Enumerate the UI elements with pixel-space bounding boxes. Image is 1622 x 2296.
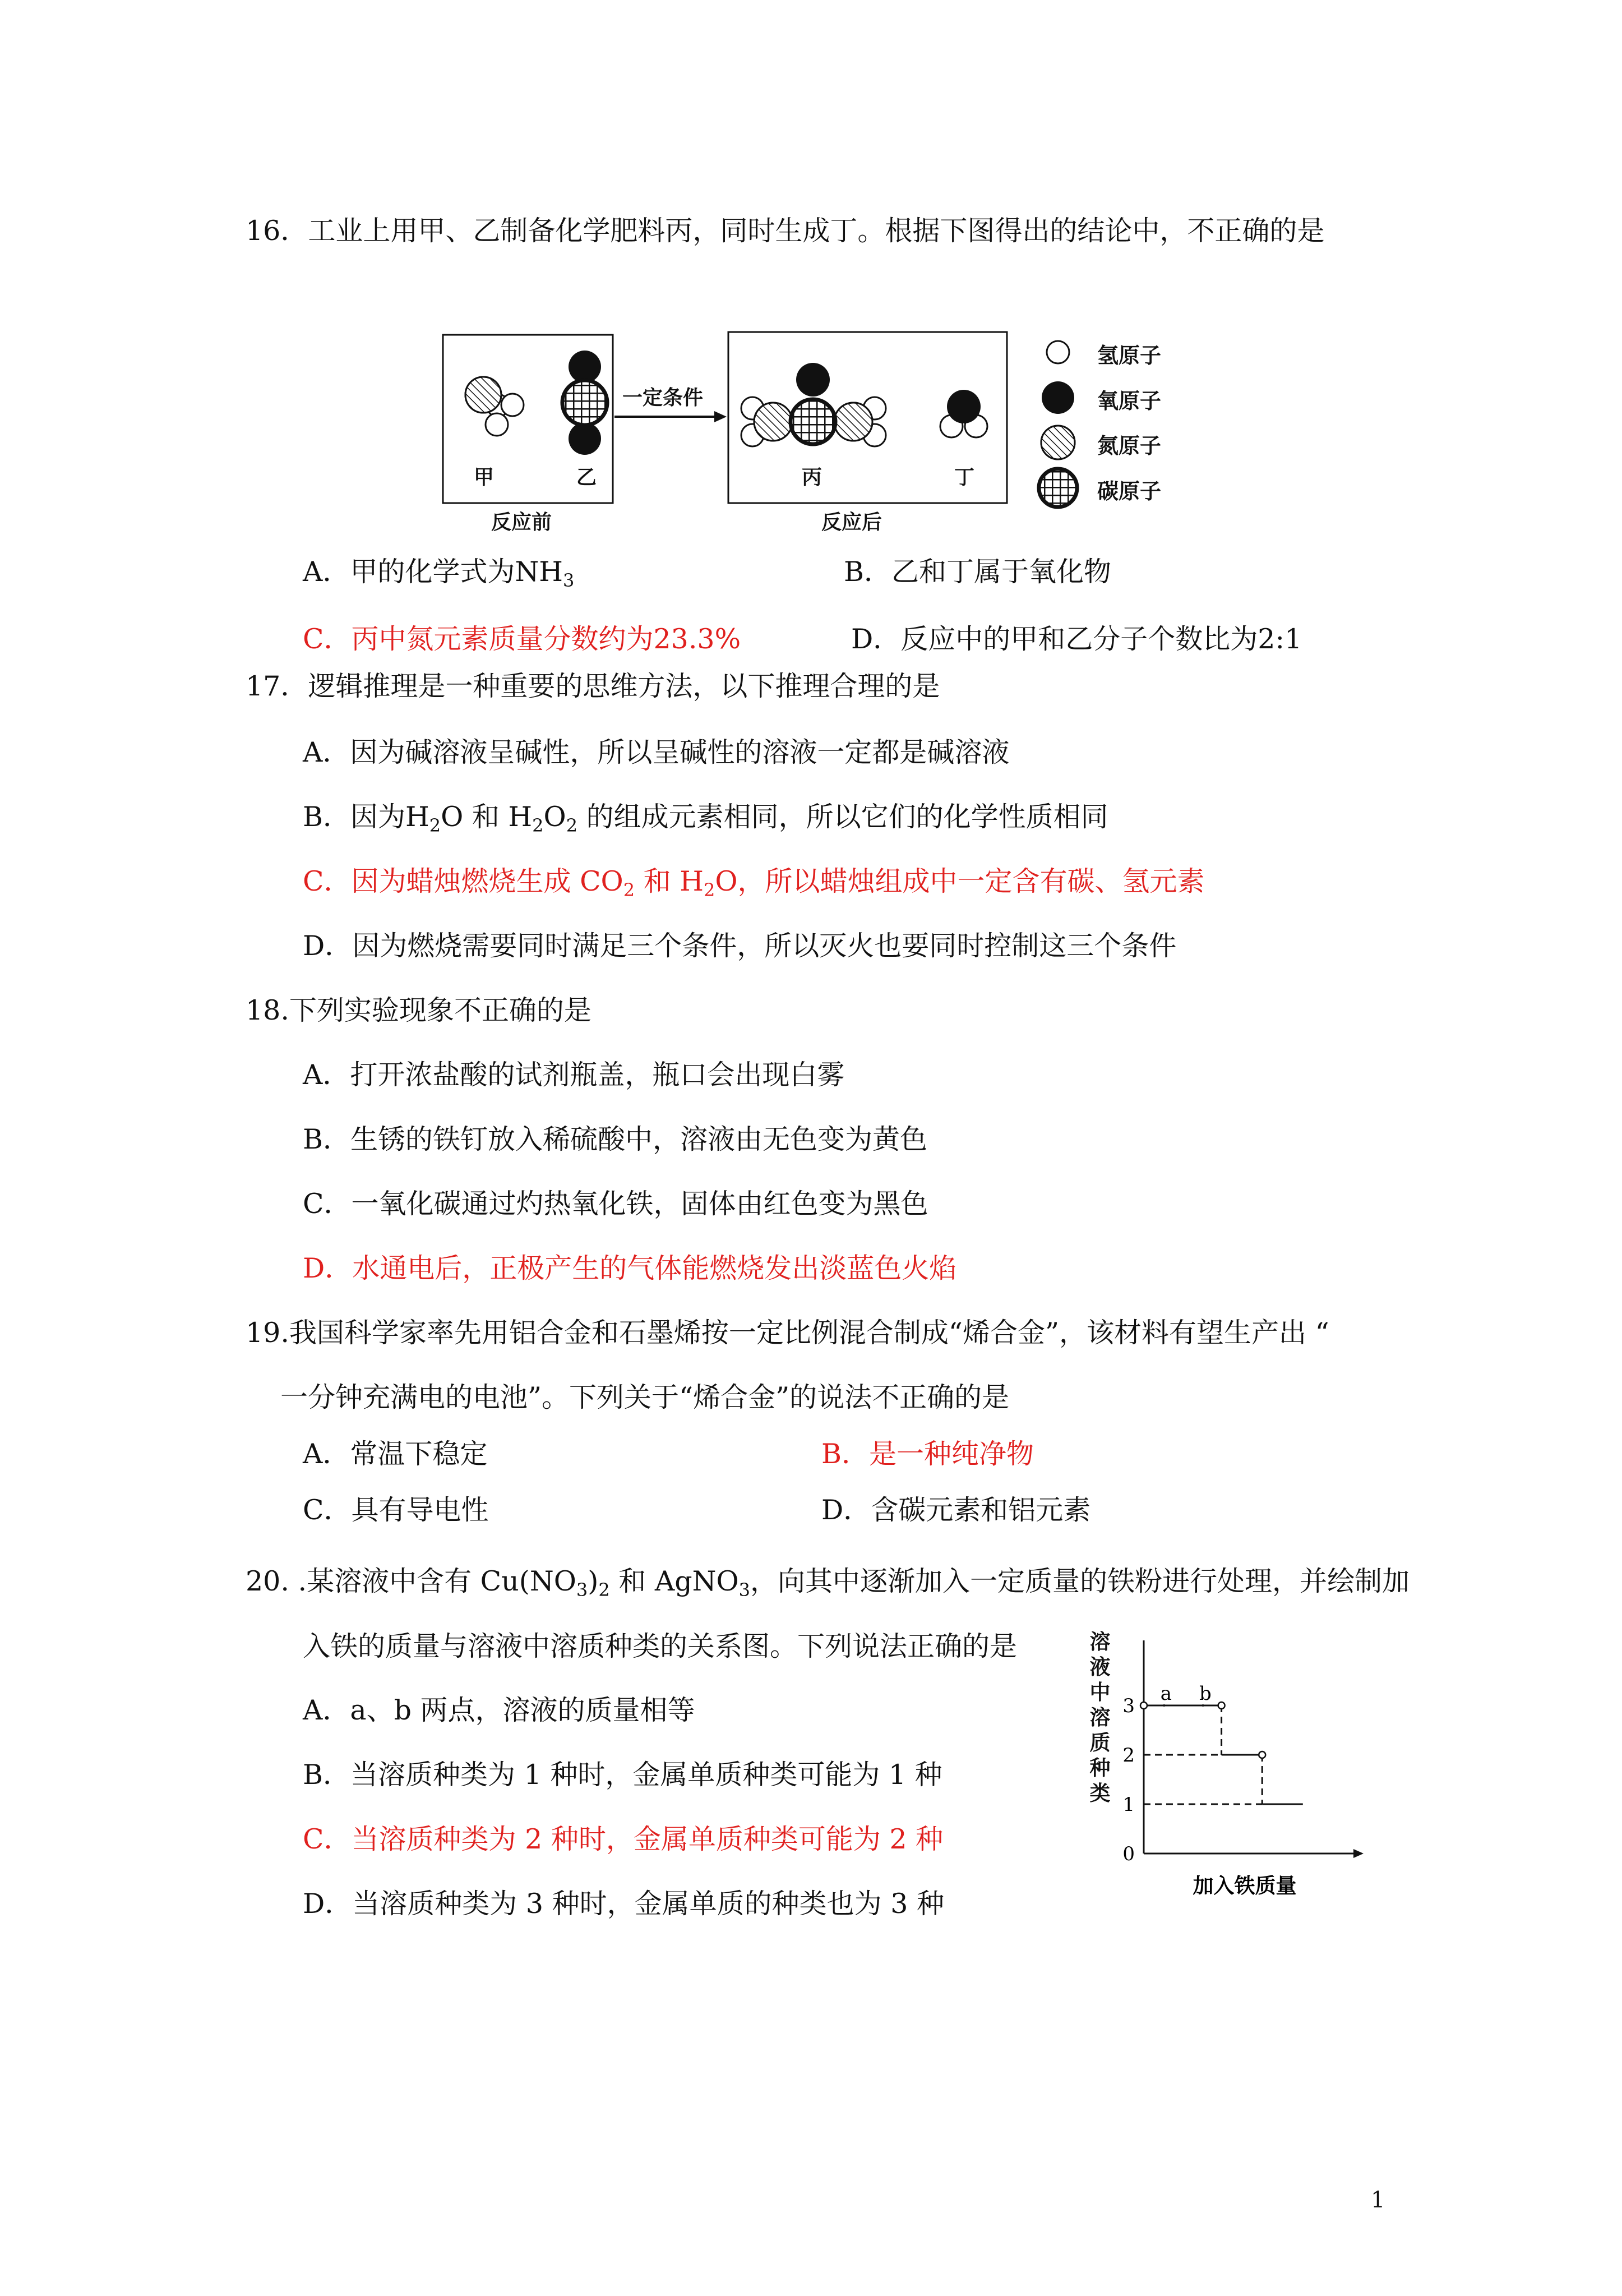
q20-stem-line2: 入铁的质量与溶液中溶质种类的关系图。下列说法正确的是 [303, 1630, 1018, 1662]
point-label-a: a [1160, 1682, 1172, 1705]
q20-option-b: B．当溶质种类为 1 种时，金属单质种类可能为 1 种 [303, 1759, 942, 1791]
q17-option-a: A．因为碱溶液呈碱性，所以呈碱性的溶液一定都是碱溶液 [303, 736, 1010, 768]
q16-option-b: B．乙和丁属于氧化物 [844, 556, 1112, 588]
y-tick-label-2: 2 [1122, 1744, 1135, 1767]
q17-option-c: C．因为蜡烛燃烧生成 $CO_2$ 和 $H_2O$，所以蜡烛组成中一定含有碳、氢元素 [303, 865, 1205, 901]
molecule-ding [940, 390, 987, 437]
q17-option-d: D．因为燃烧需要同时满足三个条件，所以灭火也要同时控制这三个条件 [303, 930, 1177, 962]
q19-option-b: B．是一种纯净物 [821, 1438, 1034, 1470]
label-jia: 甲 [474, 466, 495, 489]
chart-ylabel: 溶液中溶质种类 [1089, 1630, 1111, 1805]
q16-option-a: A．甲的化学式为$NH_3$ [303, 556, 575, 591]
q18-option-d: D．水通电后，正极产生的气体能燃烧发出淡蓝色火焰 [303, 1252, 957, 1284]
x-axis-label: 加入铁质量 [1193, 1874, 1297, 1898]
arrow-head [714, 411, 727, 422]
q18-option-b: B．生锈的铁钉放入稀硫酸中，溶液由无色变为黄色 [303, 1123, 928, 1155]
label-bing: 丙 [802, 466, 822, 489]
q19-option-c: C．具有导电性 [303, 1494, 489, 1526]
q20-chart [1088, 1629, 1402, 1904]
molecule-bing [741, 363, 886, 446]
page-number: 1 [1371, 2187, 1385, 2213]
open-point-1 [1218, 1702, 1225, 1709]
q16-stem: 16．工业上用甲、乙制备化学肥料丙，同时生成丁。根据下图得出的结论中，不正确的是 [246, 215, 1325, 247]
legend-nitrogen-symbol [1041, 426, 1075, 459]
caption-after: 反应后 [821, 511, 882, 534]
q20-chart-svg [1088, 1629, 1402, 1904]
q17-stem: 17．逻辑推理是一种重要的思维方法，以下推理合理的是 [246, 670, 940, 702]
q20-option-d: D．当溶质种类为 3 种时，金属单质的种类也为 3 种 [303, 1888, 944, 1920]
label-ding: 丁 [954, 466, 975, 489]
arrow-label: 一定条件 [622, 386, 704, 409]
q19-stem-line1: 19.我国科学家率先用铝合金和石墨烯按一定比例混合制成“烯合金”，该材料有望生产出 “ [246, 1317, 1329, 1349]
open-point-2 [1259, 1751, 1265, 1758]
q18-option-a: A．打开浓盐酸的试剂瓶盖，瓶口会出现白雾 [303, 1059, 845, 1091]
legend-oxygen: 氧原子 [1097, 389, 1162, 413]
legend-oxygen-symbol [1042, 381, 1074, 414]
q20-option-a: A．a、b 两点，溶液的质量相等 [303, 1694, 695, 1726]
q17-option-b: B．因为$H_2O$ 和 $H_2O_2$ 的组成元素相同，所以它们的化学性质相同 [303, 801, 1108, 836]
legend-nitrogen: 氮原子 [1097, 434, 1162, 458]
q20-option-c: C．当溶质种类为 2 种时，金属单质种类可能为 2 种 [303, 1823, 944, 1855]
legend-carbon-symbol [1039, 469, 1077, 507]
caption-before: 反应前 [491, 511, 552, 534]
q18-stem: 18.下列实验现象不正确的是 [246, 994, 592, 1026]
q16-option-d: D．反应中的甲和乙分子个数比为2:1 [851, 623, 1302, 655]
point-label-b: b [1199, 1682, 1212, 1705]
molecule-jia [465, 377, 524, 436]
q19-option-d: D．含碳元素和铝元素 [821, 1494, 1091, 1526]
x-axis-arrow [1353, 1849, 1364, 1858]
y-tick-label-0: 0 [1122, 1843, 1135, 1865]
q16-option-c: C．丙中氮元素质量分数约为23.3% [303, 623, 741, 655]
y-tick-label-3: 3 [1122, 1695, 1135, 1717]
legend-carbon: 碳原子 [1097, 479, 1162, 504]
label-yi: 乙 [576, 466, 597, 489]
q18-option-c: C．一氧化碳通过灼热氧化铁，固体由红色变为黑色 [303, 1188, 928, 1220]
y-tick-label-1: 1 [1122, 1794, 1135, 1816]
legend-hydrogen-symbol [1047, 341, 1069, 363]
molecule-yi [562, 351, 607, 455]
legend-hydrogen: 氢原子 [1097, 343, 1162, 368]
q20-stem-line1: 20. .某溶液中含有 $Cu(NO_3)_2$ 和 AgNO$_3$，向其中逐渐加入一定质量的铁粉进行处理，并绘制加 [246, 1565, 1410, 1601]
q19-option-a: A．常温下稳定 [303, 1438, 488, 1470]
q19-stem-line2: 一分钟充满电的电池”。下列关于“烯合金”的说法不正确的是 [280, 1381, 1010, 1413]
start-point [1140, 1702, 1147, 1709]
